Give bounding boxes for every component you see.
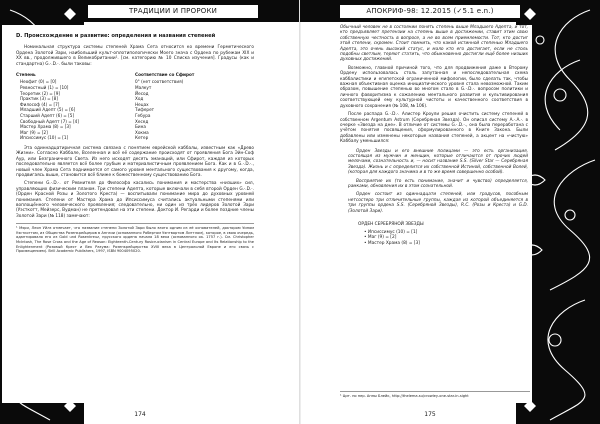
page-header: ТРАДИЦИИ И ПРОРОКИ bbox=[88, 5, 258, 18]
body-paragraph: После распада G.·.D.·. Алистер Кроули решил очистить систему степеней в собственном Argentum Astrum (Серебряная Звезда). Он описал систему A.·.A.·. в очерке «Звезда на дне». В отличие от системы G.·.D.·., она была переработана с учётом понятия посвящения, сформулированного в Книге Закона. Были добавлены или изменены некоторые названия степеней, а акцент на «чистую» Каббалу уменьшился: bbox=[340, 112, 528, 145]
footnote: ¹ Мэри, Леон Уйлз отмечает, что название степени Золотой Зари было взято одним из её основателей, доктором Уином Уэсткоттом, из Общества Розенкрейцеров в Англии (основанного Робертом Уэнтвортом Литтлом), которое, в свою очередь, адаптировало его из Gold und Rosenkreuz, прусского ордена начала 18 века (основанного ок. 1757 г.). См. Christopher McIntosh, The Rose Cross and the Age of Reason: Eighteenth-Century Rosicrucianism in Central Europe and Its Relationship to the Enlightenment (Розовый Крест и Век Разума: Розенкрейцерство XVIII века в Центральной Европе и его связь с Просвещением). Brill Academic Publishers, 1997, ISBN 9004095020. bbox=[16, 223, 254, 254]
list-item: • Ипсиссимус (10) = [1] bbox=[358, 230, 528, 236]
sephira-cell: Гебура bbox=[135, 113, 151, 118]
page-header: АПОКРИФ-98: 12.2015 (✓5.1 e.n.) bbox=[340, 5, 520, 18]
grades-table bbox=[16, 72, 236, 141]
grade-cell: Мастер Храма (8) = [3] bbox=[20, 124, 71, 130]
sephira-cell: 0° (нет соответствия) bbox=[135, 79, 184, 85]
grade-cell: Младший Адепт (5) = [6] bbox=[20, 107, 76, 113]
intro-paragraph: Номинальная структура системы степеней Храма Сета относится ко времени Герметического Ордена Золотой Зари, наибольший культ-оплотипологически Моего знача с Ордена по рубежам ХIX и XX вв., продолжившего в Великобритании¹. [см. категорию № 10 Списка изучения]. Градусы (как и стандартна) G.·.D.·. были таковы: bbox=[16, 45, 254, 67]
quote-intro: Обычный человек не в состоянии понять степень выше Младшего Адепта, и тот, кто предъявляет претензии на степень выше в достижении, ставит этим свою собственную честность в вопросе, а не во всем приемлемости. Тот, кто достиг этой степени, скромен. Стоит помнить, что какой истинной степенью Младшего Адепта, это очень высокий статус, и мало кто его достигает, если не столь подобны светлым, теряют статить, что обыкновенно достигли ещё более низших духовных достижений. bbox=[340, 25, 528, 63]
sephira-cell: Кетер bbox=[135, 135, 149, 141]
table-header: Степень bbox=[16, 72, 36, 78]
grade-cell: Теоретик (2) = [9] bbox=[20, 90, 60, 96]
page-number: 174 bbox=[120, 411, 160, 418]
table-row bbox=[16, 135, 236, 141]
list-item: • Маг (9) = [2] bbox=[358, 235, 528, 241]
grade-cell: Свободный Адепт (7) = [4] bbox=[20, 118, 79, 124]
grade-cell: Старший Адепт (6) = [5] bbox=[20, 113, 75, 118]
sephira-cell: Хесед bbox=[135, 118, 149, 124]
order-title: ОРДЕН СЕРЕБРЯНОЙ ЗВЕЗДЫ bbox=[358, 222, 424, 227]
grade-cell: Ипсиссимус (10) = [1] bbox=[20, 135, 69, 141]
grade-cell: Маг (9) = [2] bbox=[20, 129, 48, 135]
sephira-cell: Бина bbox=[135, 124, 146, 130]
grade-cell: Неофит (0) = [0] bbox=[20, 79, 57, 85]
section-title: D. Происхождение и развитие: определения и названия степеней bbox=[16, 33, 216, 39]
order-list bbox=[358, 222, 528, 246]
sephira-cell: Нецах bbox=[135, 101, 149, 107]
grade-cell: Практик (3) = [8] bbox=[20, 96, 58, 102]
footnote: ¹ Цит. по пер. Анны Блейк, http://thelema.su/crowley-one-star-in-sight bbox=[340, 391, 530, 398]
page-number: 175 bbox=[410, 411, 450, 418]
sephira-cell: Ход bbox=[135, 96, 144, 102]
body-paragraph: Степени G.·.D.·. от Ревнителя до Философа касались понимания и мастерства «низших» сил, управляющих физическим планом. Три степени Адепта, которые включали в себя второй Орден G.·.D.·. (Орден Красной Розы и Золотого Креста) — воспитывали понимание мира до духовных уровней понимания. Степени от Мастера Храма до Ипсиссимуса считались актуальными степенями или воплощённого человеческого проявления; следовательно, ни один из трёх лидеров Золотой Зари (Уэсткотт, Мейзерс, Вудман) не претендовал на эти степени. Доктор И. Регарди и более поздние члены Золотой Зари (№ 118) замечают: bbox=[16, 181, 254, 219]
grade-cell: Ревностный (1) = [10] bbox=[20, 85, 69, 91]
sephira-cell: Йесод bbox=[135, 90, 149, 96]
sephira-cell: Хокма bbox=[135, 129, 149, 135]
quote-block bbox=[348, 149, 528, 214]
right-page bbox=[300, 0, 600, 424]
grade-cell: Философ (4) = [7] bbox=[20, 101, 60, 107]
sephira-cell: Малкут bbox=[135, 85, 152, 91]
quote-paragraph: Восприятие их (то есть понимание, значит и чувство) определяется, рамками, обновления их в этом сознательной. bbox=[348, 178, 528, 189]
list-item: • Мастер Храма (8) = [3] bbox=[358, 241, 528, 247]
page-content bbox=[336, 25, 532, 403]
body-paragraph: Эта одиннадцатиричная система связана с понятием еврейской каббалы, известным как «Древо Жизни». Согласно Каббале, Вселенная и всё её содержание происходят от проявления Бога Эйн-Соф Аур, или Безграничного Света. Из него исходят десять эманаций, или Сфирот, каждая из которых последовательно является всё более грубым и материалистичным проявлением Бога. Как и в G.·.D.·., новый член Храма Сета поднимается от самого уровня ментального существования к другому, когда, продвигаясь выше, становится всё ближе к божественному существованию Бога. bbox=[16, 145, 254, 178]
quote-paragraph: Орден Звезды и его внешние полицами — это есть организация, состоящая из мужчин и женщин, которые отличаются от прочих людей мелочами, сознательность и, — носит название S.S. (Silver Star — Серебряная Звезда). Жизнь и с определится их собственной Истиной, собственной Волей, (которая для каждого значима и в то же время совершенно особой). bbox=[348, 148, 528, 176]
page-content bbox=[2, 25, 260, 403]
quote-paragraph: Орден состоит из одиннадцати степеней, или градусов, пособным нетсостеро три отличительные группы, каждая из которой объединяется в три группы ордена S.S. (Серебряной Звезды), R.C. (Розы и Креста) и G.D. (Золотой Зари). bbox=[348, 192, 528, 214]
body-paragraph: Возможно, главной причиной того, что для продвижения даже в Второму Ордену использовалась столь запутанная и непоследовательная схема каббалистики и египетской ограниченной мифологии, было сделать так, чтобы важная объективная оценка инициатического уровня стала невозможной. Таким образом, повышение степенью во многом стало в G.·.D.·. вопросом политики и личного фаворитизма к сожалению ментального развития и культивирования соответствующей ему культурной чистоты и качественного соответствия в духовного сохранения (№ 108, № 106). bbox=[340, 65, 528, 109]
sephira-cell: Тиферет bbox=[135, 107, 155, 113]
table-header: Соответствие со Сфирот bbox=[135, 72, 195, 78]
